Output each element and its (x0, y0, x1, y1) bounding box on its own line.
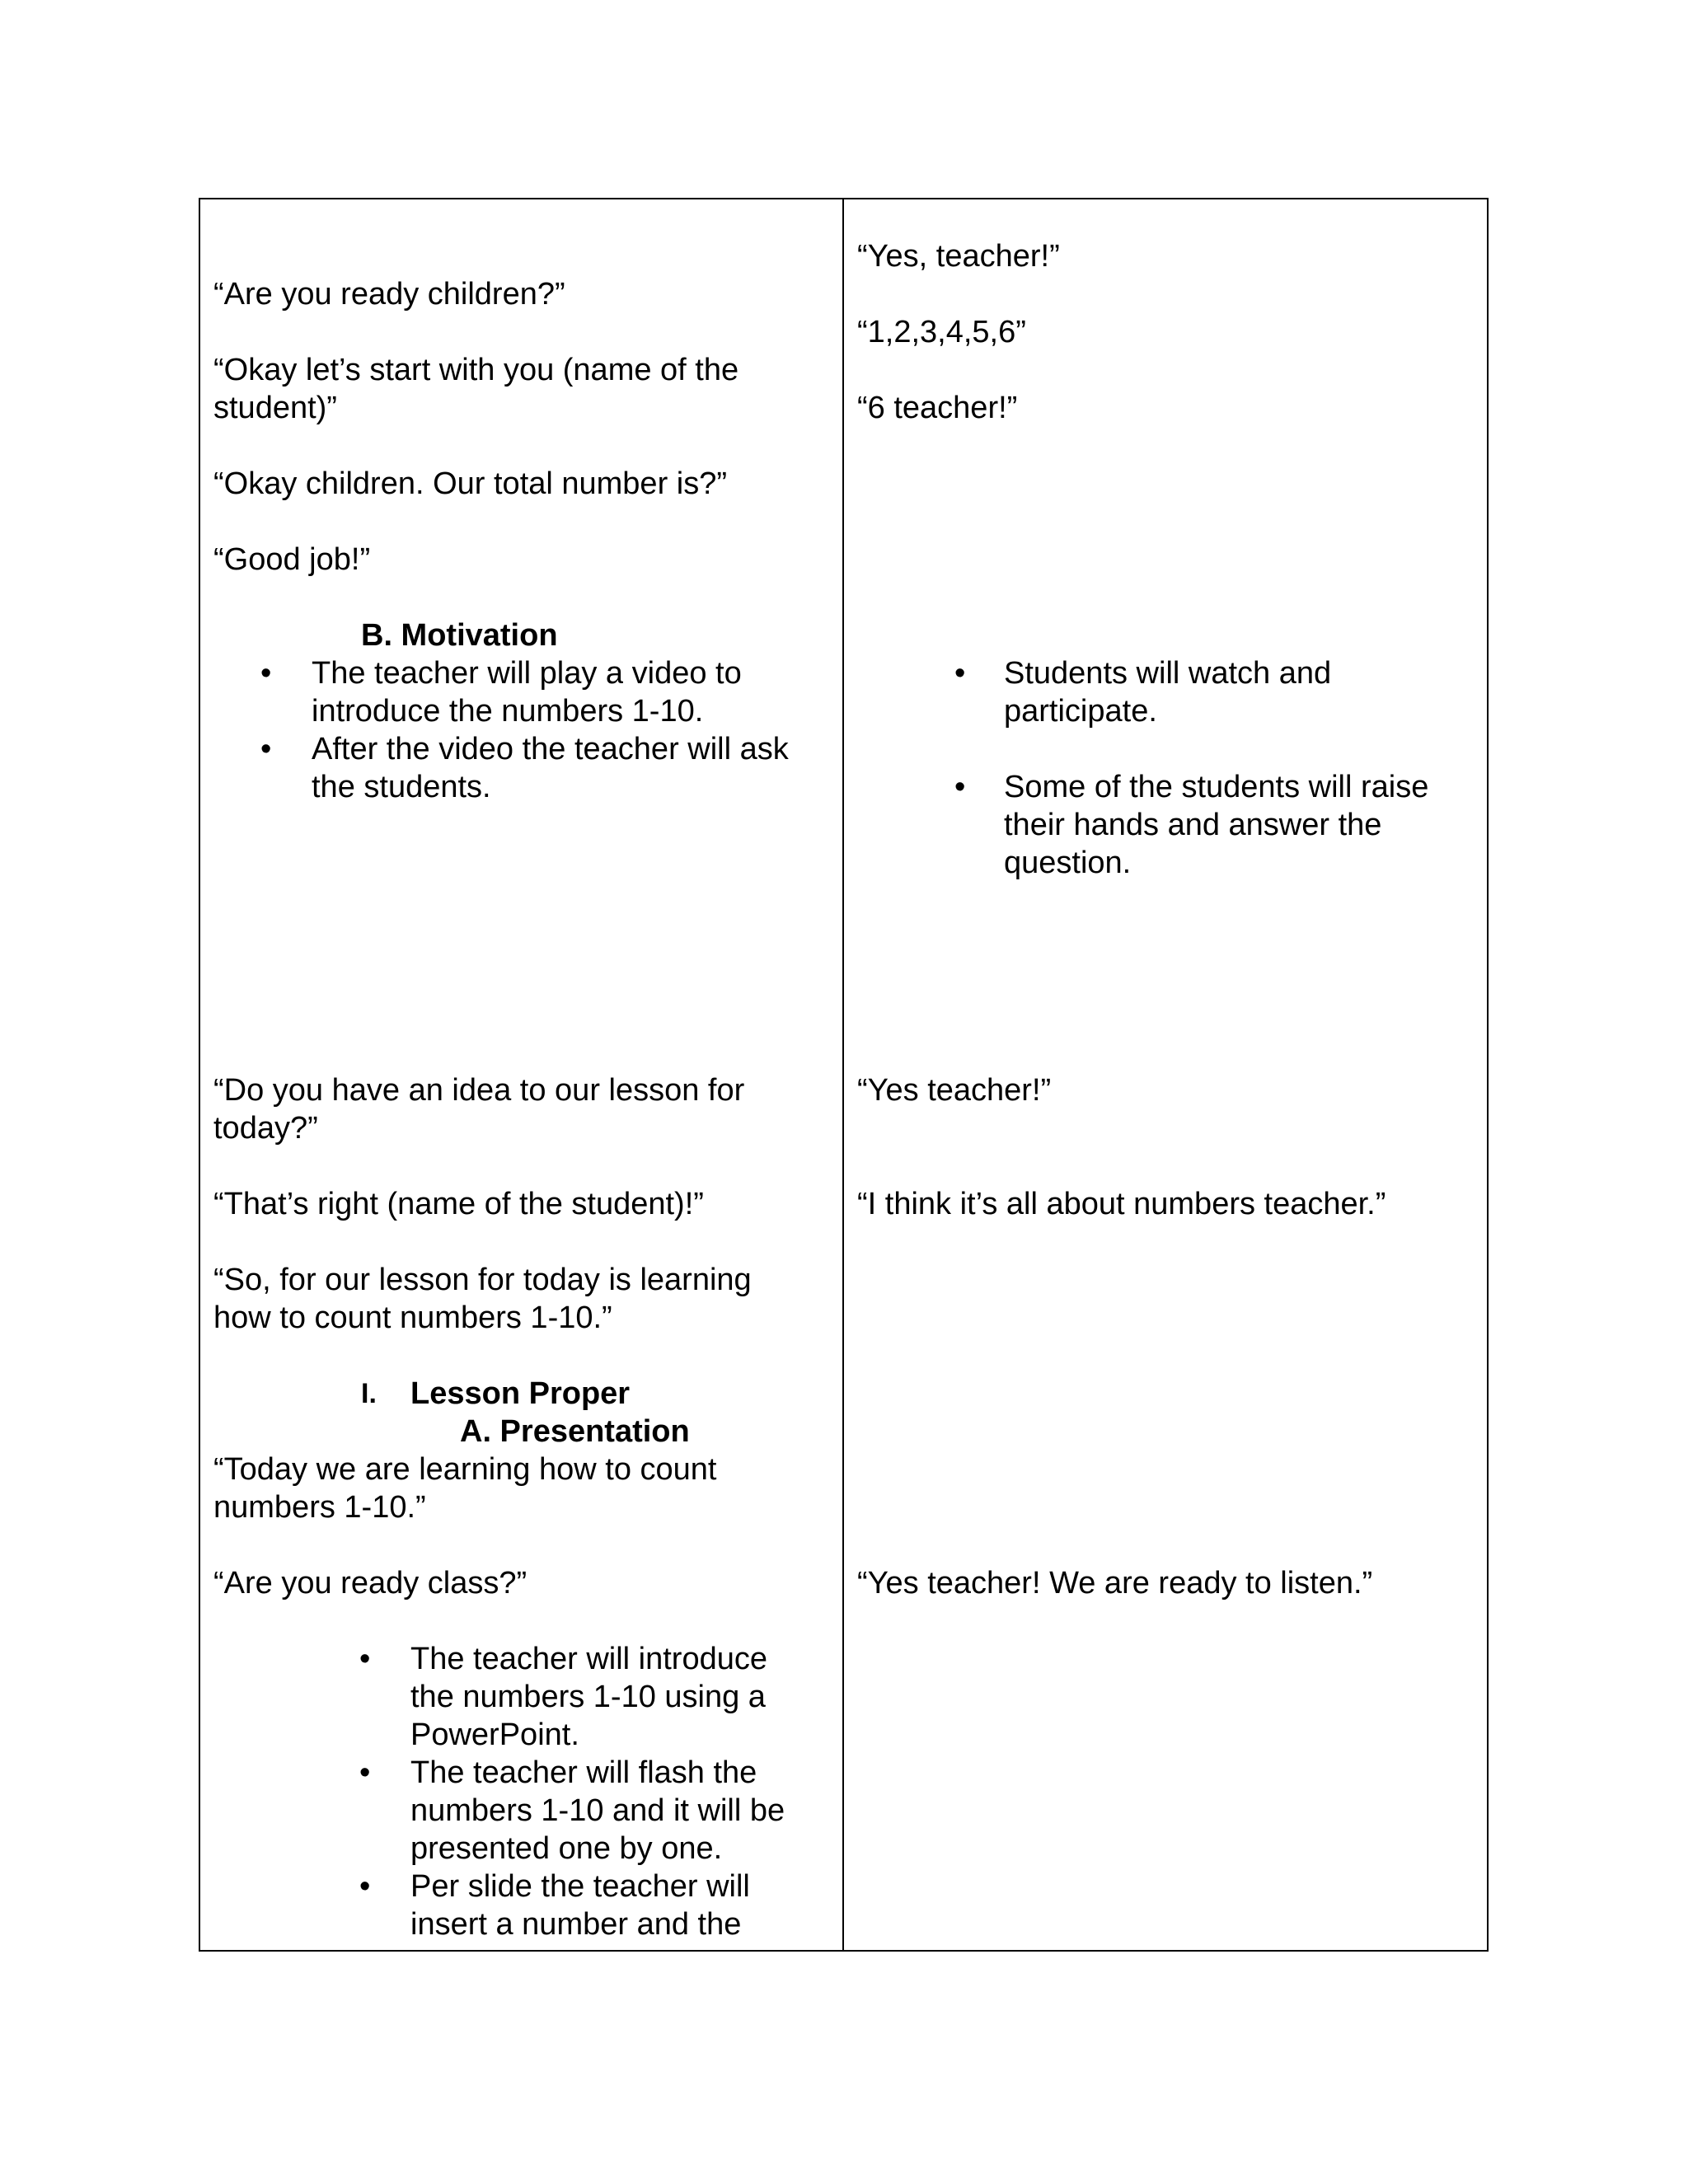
teacher-line-start-cont: student)” (213, 391, 337, 425)
student-response-count: “1,2,3,4,5,6” (857, 315, 1026, 349)
bullet-mark: • (954, 656, 966, 691)
lesson-proper-heading: Lesson Proper (410, 1376, 631, 1411)
motivation-bullet-2-cont: the students. (312, 770, 491, 804)
bullet-mark: • (359, 1869, 371, 1904)
student-bullet-2-cont2: question. (1004, 846, 1132, 880)
presentation-bullet-3-cont: insert a number and the (410, 1907, 742, 1942)
motivation-bullet-2: After the video the teacher will ask (312, 732, 789, 766)
teacher-line-thats-right: “That’s right (name of the student)!” (213, 1187, 704, 1221)
presentation-bullet-1: The teacher will introduce (410, 1642, 767, 1676)
motivation-heading: B. Motivation (361, 618, 558, 653)
teacher-line-start: “Okay let’s start with you (name of the (213, 353, 739, 387)
presentation-bullet-1-cont: the numbers 1-10 using a (410, 1680, 766, 1714)
teacher-line-ready-class: “Are you ready class?” (213, 1566, 528, 1601)
student-response-ready-listen: “Yes teacher! We are ready to listen.” (857, 1566, 1373, 1601)
presentation-bullet-2-cont: numbers 1-10 and it will be (410, 1793, 785, 1828)
student-bullet-2-cont: their hands and answer the (1004, 808, 1382, 842)
bullet-mark: • (359, 1755, 371, 1790)
teacher-line-lesson-today-cont: how to count numbers 1-10.” (213, 1301, 612, 1335)
presentation-bullet-3: Per slide the teacher will (410, 1869, 750, 1904)
bullet-mark: • (260, 732, 272, 766)
teacher-question-idea: “Do you have an idea to our lesson for (213, 1073, 745, 1108)
column-divider (842, 198, 844, 1952)
presentation-heading: A. Presentation (460, 1414, 690, 1449)
teacher-line-good-job: “Good job!” (213, 542, 371, 577)
bullet-mark: • (359, 1642, 371, 1676)
student-bullet-1-cont: participate. (1004, 694, 1157, 729)
teacher-question-idea-cont: today?” (213, 1111, 318, 1146)
student-response-six: “6 teacher!” (857, 391, 1018, 425)
student-bullet-2: Some of the students will raise (1004, 770, 1429, 804)
presentation-bullet-1-cont2: PowerPoint. (410, 1718, 579, 1752)
teacher-line-ready-children: “Are you ready children?” (213, 277, 565, 312)
presentation-bullet-2-cont2: presented one by one. (410, 1831, 723, 1866)
bullet-mark: • (954, 770, 966, 804)
teacher-line-total: “Okay children. Our total number is?” (213, 466, 728, 501)
student-response-yes-teacher: “Yes, teacher!” (857, 239, 1060, 274)
student-response-yes: “Yes teacher!” (857, 1073, 1052, 1108)
teacher-line-today-learning: “Today we are learning how to count (213, 1452, 717, 1487)
lesson-proper-numeral: I. (361, 1378, 377, 1409)
student-bullet-1: Students will watch and (1004, 656, 1332, 691)
presentation-bullet-2: The teacher will flash the (410, 1755, 757, 1790)
teacher-line-today-learning-cont: numbers 1-10.” (213, 1490, 426, 1525)
teacher-line-lesson-today: “So, for our lesson for today is learning (213, 1263, 752, 1297)
motivation-bullet-1: The teacher will play a video to (312, 656, 742, 691)
bullet-mark: • (260, 656, 272, 691)
student-response-numbers: “I think it’s all about numbers teacher.” (857, 1187, 1386, 1221)
motivation-bullet-1-cont: introduce the numbers 1-10. (312, 694, 704, 729)
